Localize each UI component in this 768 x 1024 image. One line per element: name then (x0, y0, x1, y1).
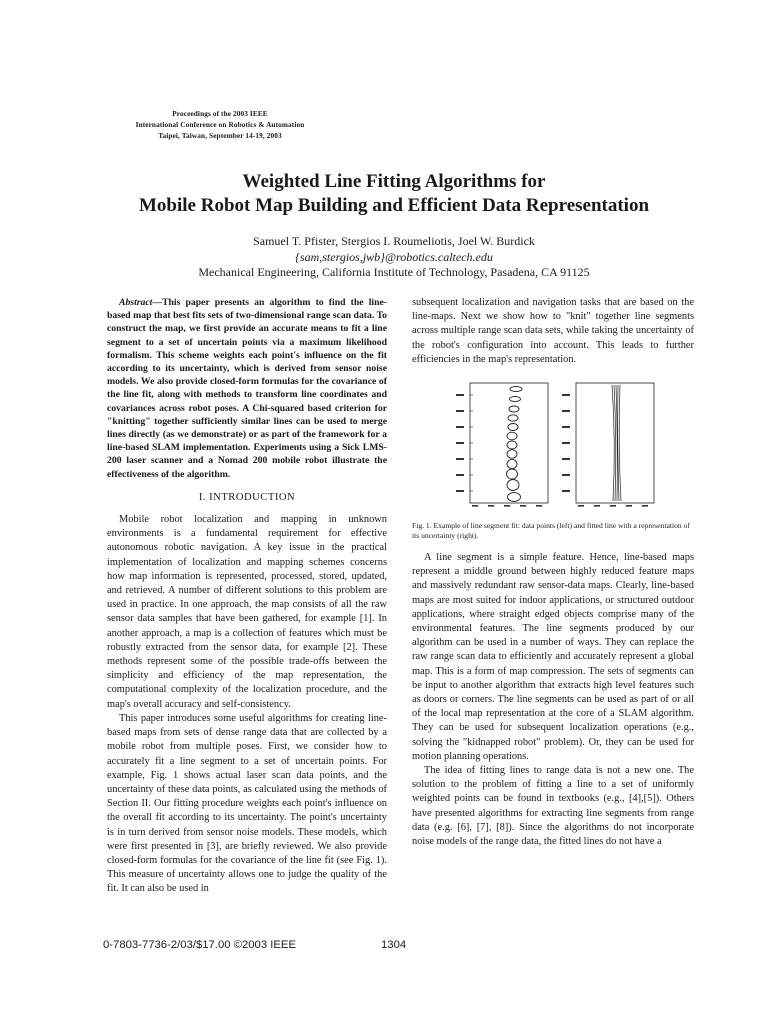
fig-left-y-ticks (470, 395, 473, 491)
author-block (60, 234, 728, 281)
left-column (107, 296, 387, 897)
abstract (107, 296, 387, 481)
footer-copyright: 0-7803-7736-2/03/$17.00 ©2003 IEEE (103, 939, 296, 951)
author-names: Samuel T. Pfister, Stergios I. Roumeliotis, Joel W. Burdick (253, 234, 535, 248)
intro-paragraph-2: This paper introduces some useful algorithms for creating line-based maps from sets of dense range data that are collected by a mobile robot from multiple poses. First, we consider how to accurately fit a line segment to a set of uncertain points. For example, Fig. 1 shows actual laser scan data points, and the uncertainty of these data points, as calculated using the methods of Section II. Our fitting procedure weights each point's influence on the overall fit according to its uncertainty. The point's uncertainty is in turn derived from sensor noise models. These models, which were first presented in [3], are briefly reviewed. We also provide closed-form formulas for the covariance of the line fit (see Fig. 1). This measure of uncertainty allows one to judge the quality of the fit. It can also be used in (107, 712, 387, 895)
title-line1: Weighted Line Fitting Algorithms for (242, 171, 546, 192)
abstract-text: This paper presents an algorithm to find the line-based map that best fits sets of two-dimensional range scan data. To construct the map, we first provide an accurate means to fit a line segment to a set of uncertain points via a maximum likelihood formalism. This scheme weights each point's influence on the fit according to its uncertainty, which is derived from sensor noise models. We also provide closed-form formulas for the covariance of the line fit, along with methods to transform line coordinates and covariances across robot poses. A Chi-squared based criterion for "knitting" together sufficiently similar lines can be used to merge lines directly (as we demonstrate) or as part of the framework for a line-based SLAM implementation. Experiments using a Sick LMS-200 laser scanner and a Nomad 200 mobile robot illustrate the effectiveness of the algorithm. (107, 297, 387, 480)
author-email: {sam,stergios,jwb}@robotics.caltech.edu (295, 249, 493, 264)
proceedings-line2: International Conference on Robotics & Automation (135, 120, 305, 129)
fig-left-uncertainty-ellipses (507, 387, 523, 502)
fig-left-x-tick-marks (472, 505, 542, 507)
intro-paragraph-1: Mobile robot localization and mapping in unknown environments is a fundamental requirement for effective autonomous robotic navigation. A key issue in the practical implementation of localization and mapping schemes concerns how map information is represented, processed, stored, updated, and retrieved. A number of different solutions to this problem are used in practice. In one approach, the map consists of all the raw sensor data samples that have been gathered, for example [1]. In another approach, a map is a collection of features which must be robustly extracted from the sensor data, for example [2]. These methods represent some of the possible trade-offs between the simplicity and efficiency of the map representation, the computational complexity of the localization procedure, and the map's overall accuracy and self-consistency. (107, 514, 387, 710)
fig-right-x-tick-marks (578, 505, 648, 507)
fig-left-y-tick-marks (456, 394, 464, 492)
fig-right-fitted-line-bounds (612, 385, 621, 501)
author-affiliation: Mechanical Engineering, California Institute of Technology, Pasadena, CA 91125 (198, 265, 590, 279)
right-column (412, 296, 694, 849)
proceedings-line1: Proceedings of the 2003 IEEE (172, 109, 268, 118)
right-paragraph-1: A line segment is a simple feature. Hence, line-based maps represent a middle ground between highly reduced feature maps and massively redundant raw sensor-data maps. Clearly, line-based maps are most suited for indoor applications, or structured outdoor applications, where straight edged objects comprise many of the environmental features. The line segments produced by our algorithm can be used in a number of ways. They can replace the raw range scan data to efficiently and accurately represent a global map. This is a form of map compression. The sets of segments can be input to another algorithm that extracts high level features such as doors or corners. The line segments can be used as part of or all of the local map representation at the core of a SLAM algorithm. They can be used for subsequent localization operations (e.g., solving the "kidnapped robot" problem). Or, they can be used for motion planning operations. (412, 552, 694, 762)
right-paragraph-0: subsequent localization and navigation tasks that are based on the line-maps. Next we show how to "knit" together line segments across multiple range scan data sets, while taking the uncertainty of the robot's configuration into account. This leads to further efficiencies in the map's representation. (412, 297, 694, 365)
proceedings-header (90, 108, 350, 141)
fig-right-y-tick-marks (562, 394, 570, 492)
abstract-label: Abstract— (119, 297, 163, 308)
title-line2: Mobile Robot Map Building and Efficient Data Representation (138, 195, 650, 216)
right-paragraph-2: The idea of fitting lines to range data is not a new one. The solution to the problem of fitting a line to a set of uniformly weighted points can be found in textbooks (e.g., [4],[5]). Others have presented algorithms for extracting line segments from range data (e.g. [6], [7], [8]). Since the algorithms do not incorporate noise models of the range data, the fitted lines do not have a (412, 765, 694, 848)
figure-1 (412, 379, 694, 517)
fig-left-panel-frame (470, 383, 548, 503)
paper-title (60, 170, 728, 218)
section-heading-introduction: I. INTRODUCTION (198, 491, 296, 503)
proceedings-line3: Taipei, Taiwan, September 14-19, 2003 (158, 131, 282, 140)
figure-1-caption: Fig. 1. Example of line segment fit: data points (left) and fitted line with a representation of its uncertainty (right). (412, 521, 690, 541)
figure-1-image (452, 379, 662, 511)
page-number: 1304 (381, 939, 407, 951)
